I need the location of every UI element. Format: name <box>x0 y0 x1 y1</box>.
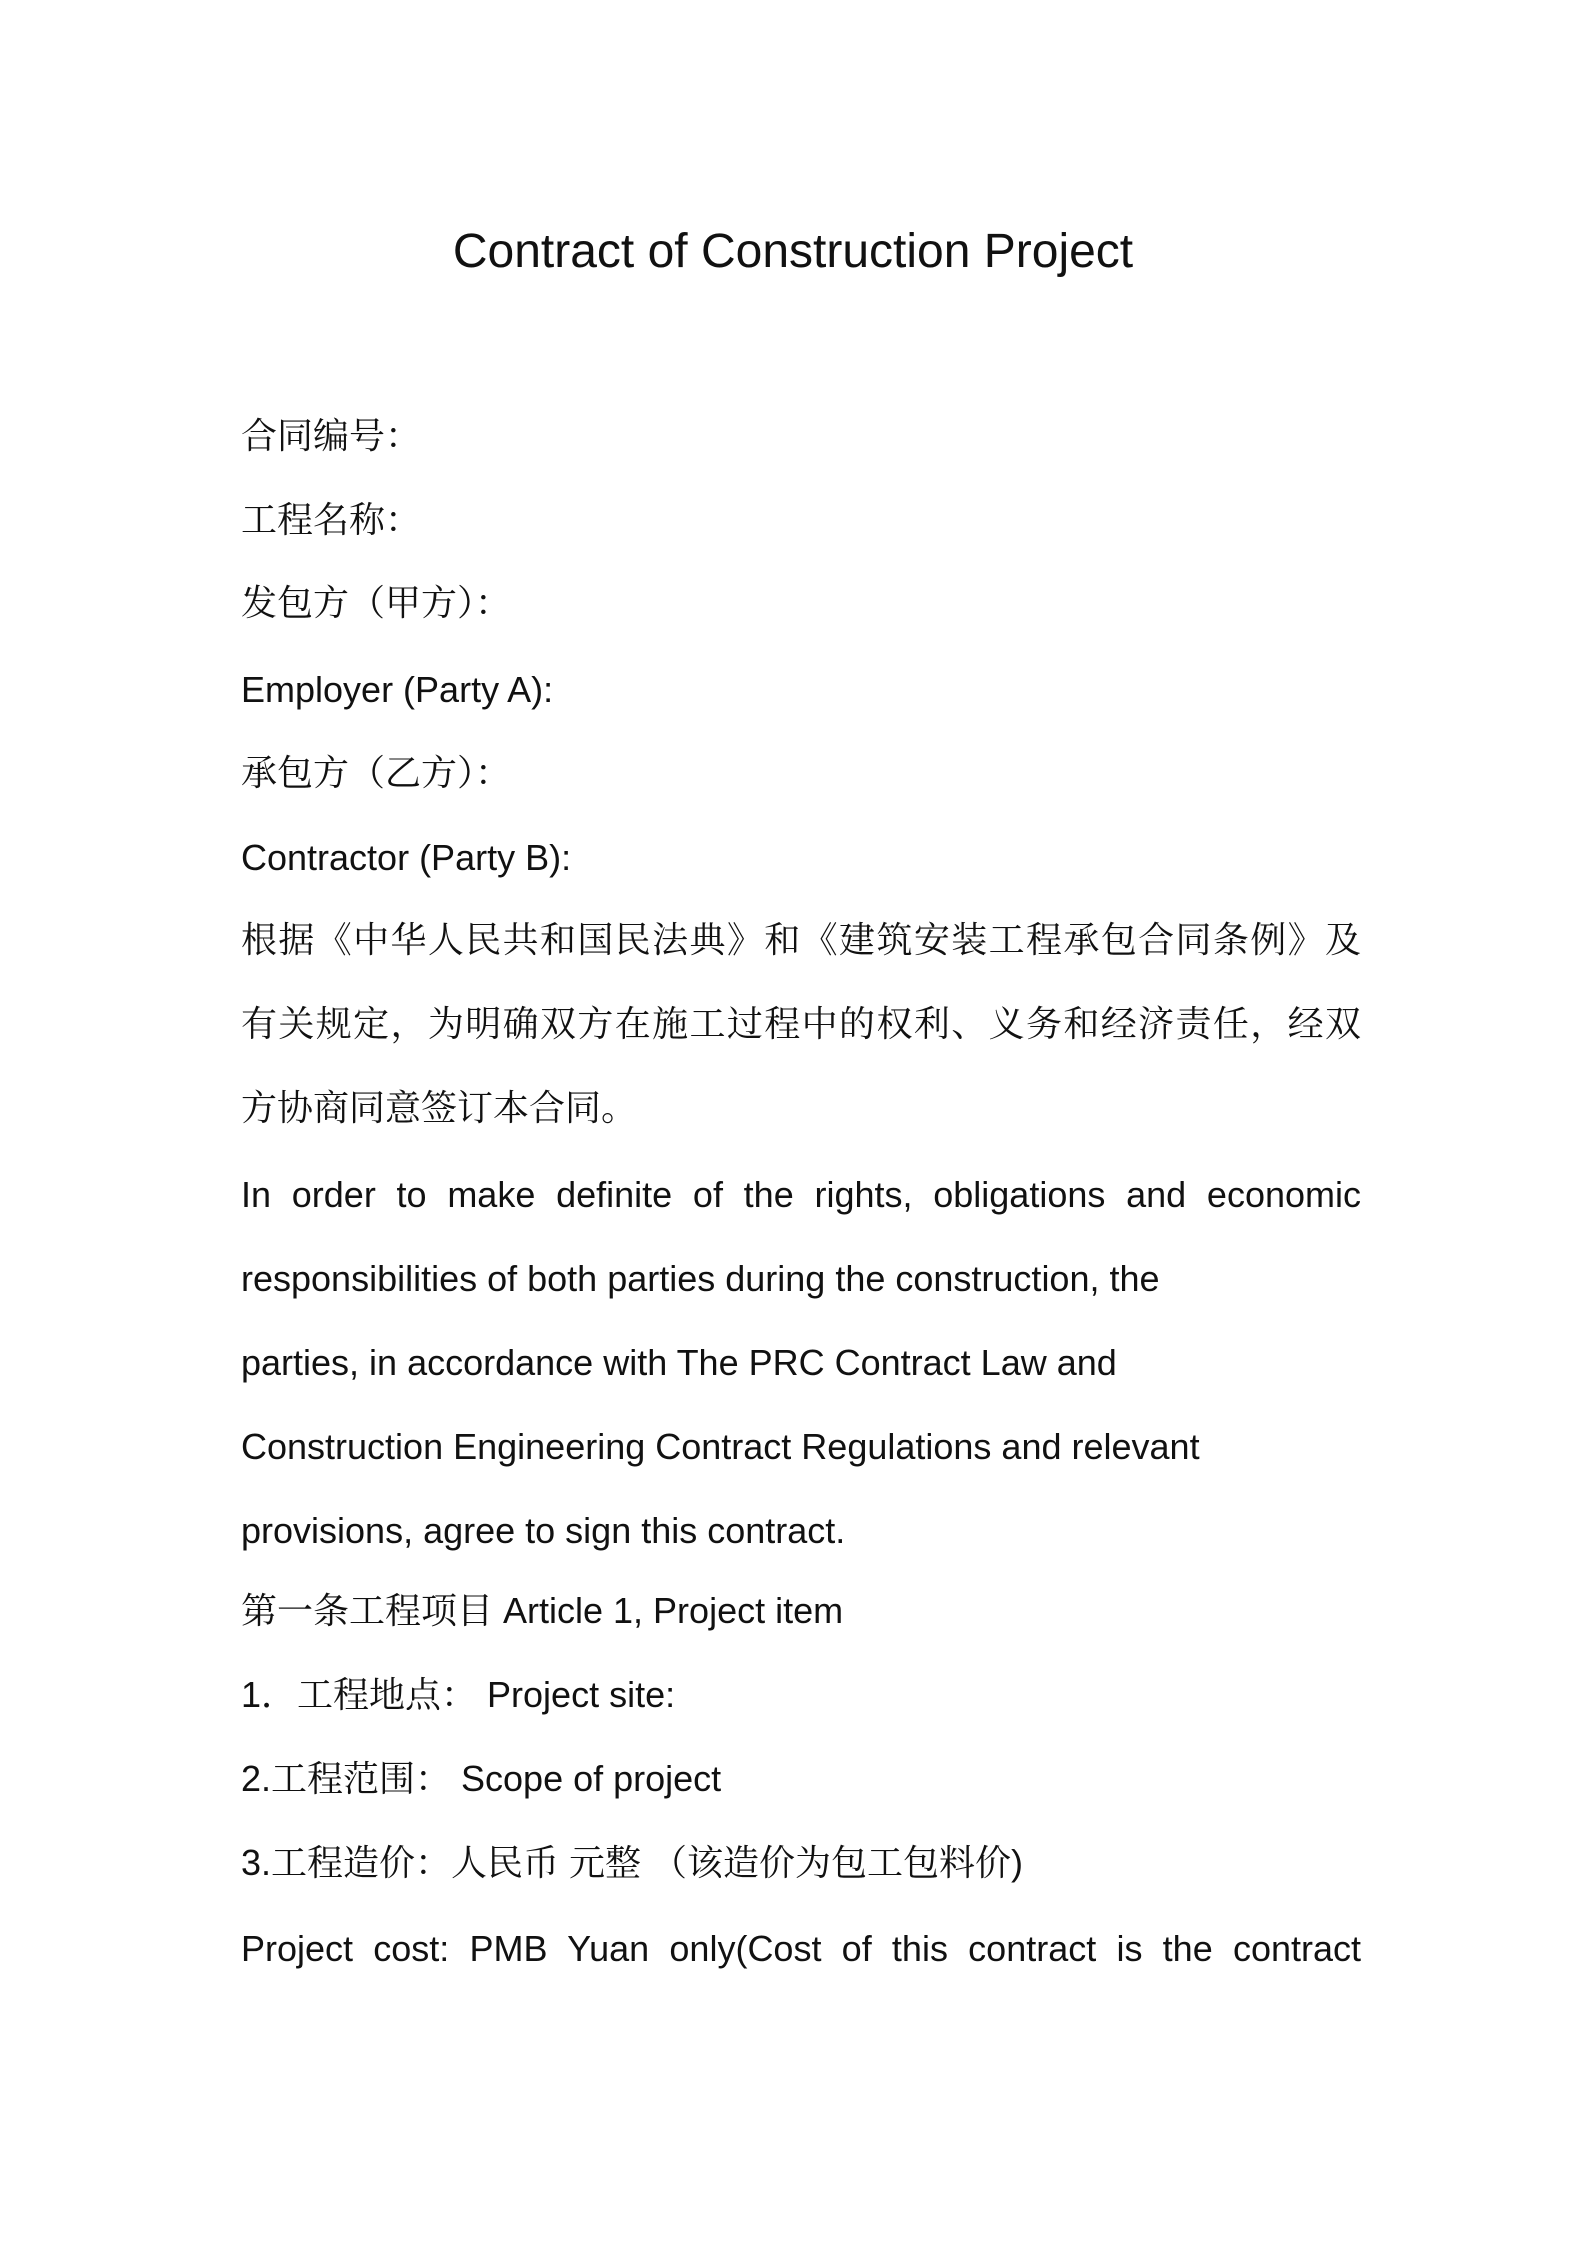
article-1-item-site: 1．工程地点： Project site: <box>241 1674 676 1715</box>
employer-label-cn: 发包方（甲方）： <box>241 582 512 623</box>
preamble-cn-line: 方协商同意签订本合同。 <box>241 1087 638 1128</box>
article-1-item-cost: 3.工程造价：人民币 元整 （该造价为包工包料价) <box>241 1842 1024 1883</box>
preamble-en-line: parties, in accordance with The PRC Contract Law and <box>241 1342 1117 1383</box>
project-name-label: 工程名称： <box>241 499 422 540</box>
preamble-cn-line: 有关规定，为明确双方在施工过程中的权利、义务和经济责任，经双 <box>241 1003 1361 1044</box>
contractor-label-cn: 承包方（乙方）： <box>241 752 512 793</box>
document-title: Contract of Construction Project <box>452 225 1134 278</box>
article-1-item-scope: 2.工程范围： Scope of project <box>241 1758 722 1799</box>
preamble-en-line: In order to make definite of the rights, obligations and economic <box>241 1174 1361 1215</box>
article-1-cost-en: Project cost: PMB Yuan only(Cost of this contract is the contract <box>241 1928 1361 1969</box>
contractor-label-en: Contractor (Party B): <box>241 837 572 878</box>
contract-number-label: 合同编号： <box>241 415 422 456</box>
preamble-en-line: Construction Engineering Contract Regulations and relevant <box>241 1426 1200 1467</box>
preamble-en-line: responsibilities of both parties during the construction, the <box>241 1258 1160 1299</box>
article-1-heading: 第一条工程项目 Article 1, Project item <box>241 1590 844 1631</box>
preamble-en-line: provisions, agree to sign this contract. <box>241 1510 846 1551</box>
employer-label-en: Employer (Party A): <box>241 669 554 710</box>
preamble-cn-line: 根据《中华人民共和国民法典》和《建筑安装工程承包合同条例》及 <box>241 919 1361 960</box>
